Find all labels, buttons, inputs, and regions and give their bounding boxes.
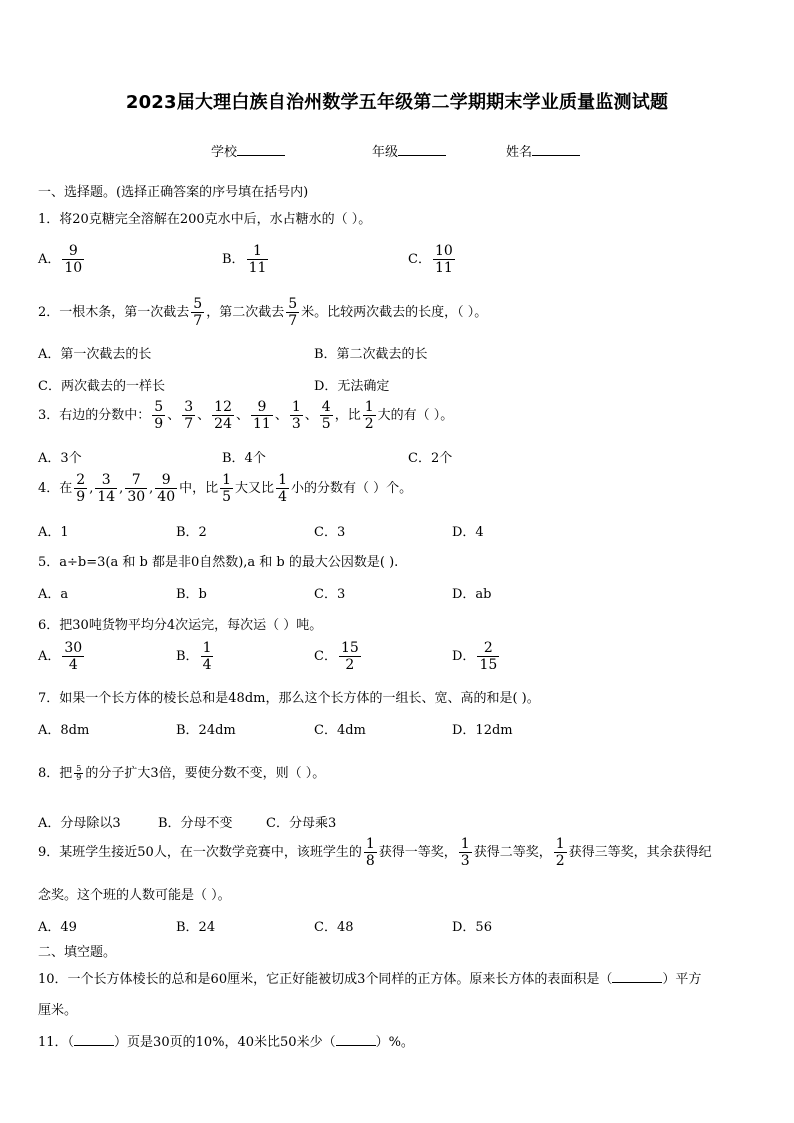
section-heading-fill: 二、填空题。 [38,945,117,960]
q2-option-d: D．无法确定 [314,379,390,394]
q8-option-a: A．分母除以3 [38,816,121,831]
q9-option-b: B．24 [176,920,216,935]
q9-option-c: C．48 [314,920,354,935]
q1-option-a: A． $\frac{9}{10}$ [38,243,83,277]
question-4: 4．在 $\frac{2}{9}$ , $\frac{3}{14}$ , $\frac{7}{30}$ , $\frac{9}{40}$ 中，比 $\frac{1}{5}$ 大又比 $\frac{1}{4}$ 小的分数有（ ）个。 [38,472,413,506]
q8-option-b: B．分母不变 [158,816,233,831]
question-5: 5．a÷b=3(a 和 b 都是非0自然数),a 和 b 的最大公因数是( ). [38,555,399,570]
q1-option-c: C． $\frac{10}{11}$ [408,243,453,277]
question-10-line-2: 厘米。 [38,1003,78,1018]
question-2: 2．一根木条，第一次截去 $\frac{5}{7}$ ，第二次截去 $\frac{5}{7}$ 米。比较两次截去的长度，（ ）。 [38,296,488,330]
question-7: 7．如果一个长方体的棱长总和是48dm，那么这个长方体的一组长、宽、高的和是( )。 [38,691,540,706]
q5-option-c: C．3 [314,587,346,602]
q4-option-c: C．3 [314,525,346,540]
q7-option-b: B．24dm [176,723,236,738]
question-11: 11．（ ）页是30页的10%，40米比50米少（ ）%。 [38,1035,414,1050]
q2-option-b: B．第二次截去的长 [314,347,428,362]
school-field: 学校 [211,141,285,160]
q6-option-c: C． $\frac{15}{2}$ [314,640,359,674]
question-10: 10．一个长方体棱长的总和是60厘米，它正好能被切成3个同样的正方体。原来长方体的表面积是（ ）平方 [38,972,702,987]
q2-option-c: C．两次截去的一样长 [38,379,165,394]
q1-option-b: B． $\frac{1}{11}$ [222,243,267,277]
q3-option-a: A．3个 [38,451,82,466]
q4-option-b: B．2 [176,525,207,540]
q2-option-a: A．第一次截去的长 [38,347,152,362]
q6-option-b: B． $\frac{1}{4}$ [176,640,212,674]
q4-option-a: A．1 [38,525,69,540]
question-3: 3．右边的分数中： $\frac{5}{9}$ 、 $\frac{3}{7}$ 、 $\frac{12}{24}$ 、 $\frac{9}{11}$ 、 $\frac{1}{3}$ 、 $\frac{4}{5}$ ，比 $\frac{1}{2}$ 大的有（ ）。 [38,399,454,433]
q5-option-d: D．ab [452,587,492,602]
question-8: 8．把 $\frac{5}{9}$ 的分子扩大3倍，要使分数不变，则（ ）。 [38,764,326,782]
name-field: 姓名 [506,141,580,160]
q7-option-c: C．4dm [314,723,366,738]
question-9: 9．某班学生接近50人，在一次数学竞赛中，该班学生的 $\frac{1}{8}$ 获得一等奖， $\frac{1}{3}$ 获得二等奖， $\frac{1}{2}$ 获得三等奖，其余获得纪 [38,836,712,870]
q7-option-d: D．12dm [452,723,513,738]
q3-option-b: B．4个 [222,451,266,466]
q9-option-d: D．56 [452,920,492,935]
question-9-line-2: 念奖。这个班的人数可能是（ ）。 [38,888,231,903]
q6-option-a: A． $\frac{30}{4}$ [38,640,83,674]
page-title: 2023届大理白族自治州数学五年级第二学期期末学业质量监测试题 [125,92,669,113]
question-6: 6．把30吨货物平均分4次运完，每次运（ ）吨。 [38,618,323,633]
q4-option-d: D．4 [452,525,484,540]
q9-option-a: A．49 [38,920,77,935]
section-heading-choice: 一、选择题。(选择正确答案的序号填在括号内) [38,185,309,200]
question-1: 1．将20克糖完全溶解在200克水中后，水占糖水的（ ）。 [38,212,372,227]
grade-field: 年级 [372,141,446,160]
q6-option-d: D． $\frac{2}{15}$ [452,640,498,674]
q8-option-c: C．分母乘3 [266,816,337,831]
q5-option-b: B．b [176,587,207,602]
q3-option-c: C．2个 [408,451,453,466]
q7-option-a: A．8dm [38,723,90,738]
q5-option-a: A．a [38,587,69,602]
